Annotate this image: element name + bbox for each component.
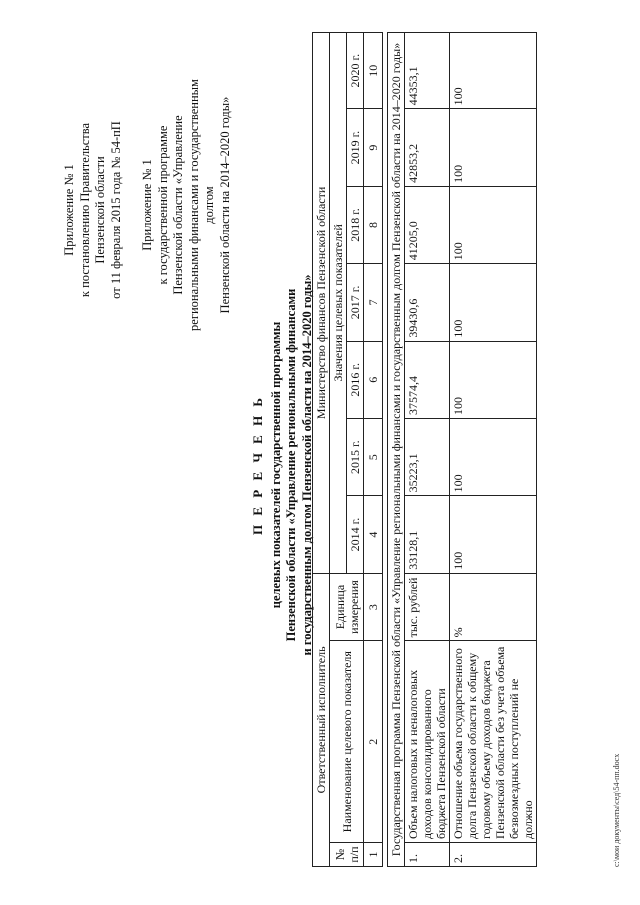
row-unit: % — [450, 573, 537, 641]
executor-row — [313, 33, 330, 867]
title-line: и государственным долгом Пензенской области на 2014–2020 годы» — [299, 274, 314, 656]
year-header: 2015 г. — [347, 418, 364, 495]
executor-label: Ответственный исполнитель — [313, 573, 330, 866]
column-number: 6 — [364, 341, 383, 418]
title-line: Пензенской области «Управление региональными финансами — [284, 288, 298, 642]
year-header: 2014 г. — [347, 496, 364, 573]
table-row — [450, 33, 537, 867]
title-line: целевых показателей государственной программы — [268, 321, 283, 609]
column-number: 9 — [364, 109, 383, 186]
file-path-footer: c:\мои документы\сед\54-пп.docx — [612, 753, 621, 867]
year-header: 2019 г. — [347, 109, 364, 186]
approval-line: Пензенской области «Управление — [171, 115, 185, 295]
column-number: 8 — [364, 186, 383, 263]
row-number: 1. — [405, 843, 450, 867]
column-header-name: Наименование целевого показателя — [330, 641, 364, 843]
row-value: 39430,6 — [405, 264, 450, 341]
document-title — [250, 195, 315, 735]
row-value: 41205,0 — [405, 186, 450, 263]
row-value: 44353,1 — [405, 33, 450, 109]
column-header-values: Значения целевых показателей — [330, 33, 347, 574]
approval-line: Приложение № 1 — [140, 159, 154, 251]
row-value: 100 — [450, 418, 537, 495]
approval-block-state-program — [140, 60, 233, 350]
approval-line: Пензенской области — [93, 156, 107, 264]
row-indicator-name: Отношение объема государственного долга Пензенской области к общему годовому объему доходов бюджета Пензенской области без учета объема безвозмездных поступлений не должно — [450, 641, 537, 843]
section-row — [388, 33, 405, 867]
approval-line: региональными финансами и государственным долгом — [186, 79, 216, 331]
year-header: 2017 г. — [347, 264, 364, 341]
column-numbers-row — [364, 33, 383, 867]
row-value: 100 — [450, 264, 537, 341]
row-value: 37574,4 — [405, 341, 450, 418]
row-value: 100 — [450, 109, 537, 186]
column-number: 3 — [364, 573, 383, 641]
row-indicator-name: Объем налоговых и неналоговых доходов консолидированного бюджета Пензенской области — [405, 641, 450, 843]
column-number: 2 — [364, 641, 383, 843]
row-value: 35223,1 — [405, 418, 450, 495]
section-title: Государственная программа Пензенской области «Управление региональными финансами и государственным долгом Пензенской области на 2014–2020 годы» — [388, 33, 405, 867]
column-number: 1 — [364, 843, 383, 867]
year-header: 2020 г. — [347, 33, 364, 109]
row-number: 2. — [450, 843, 537, 867]
year-header: 2016 г. — [347, 341, 364, 418]
row-unit: тыс. рублей — [405, 573, 450, 641]
column-header-unit: Единица измерения — [330, 573, 364, 641]
row-value: 100 — [450, 341, 537, 418]
approval-line: от 11 февраля 2015 года № 54-пП — [108, 121, 123, 299]
indicators-table — [312, 32, 537, 867]
approval-line: к постановлению Правительства — [77, 122, 92, 298]
column-number: 5 — [364, 418, 383, 495]
column-number: 4 — [364, 496, 383, 573]
title-heading: П Е Р Е Ч Е Н Ь — [250, 394, 265, 536]
approval-block-government-resolution — [62, 105, 124, 315]
column-number: 7 — [364, 264, 383, 341]
column-number: 10 — [364, 33, 383, 109]
approval-line: Пензенской области на 2014–2020 годы» — [217, 96, 232, 314]
row-value: 100 — [450, 33, 537, 109]
row-value: 33128,1 — [405, 496, 450, 573]
column-header-number: № п/п — [330, 843, 364, 867]
approval-line: к государственной программе — [155, 125, 170, 285]
year-header: 2018 г. — [347, 186, 364, 263]
table-row — [405, 33, 450, 867]
approval-line: Приложение № 1 — [62, 164, 76, 256]
row-value: 42853,2 — [405, 109, 450, 186]
header-row — [330, 33, 347, 867]
row-value: 100 — [450, 186, 537, 263]
row-value: 100 — [450, 496, 537, 573]
executor-value: Министерство финансов Пензенской области — [313, 33, 330, 574]
